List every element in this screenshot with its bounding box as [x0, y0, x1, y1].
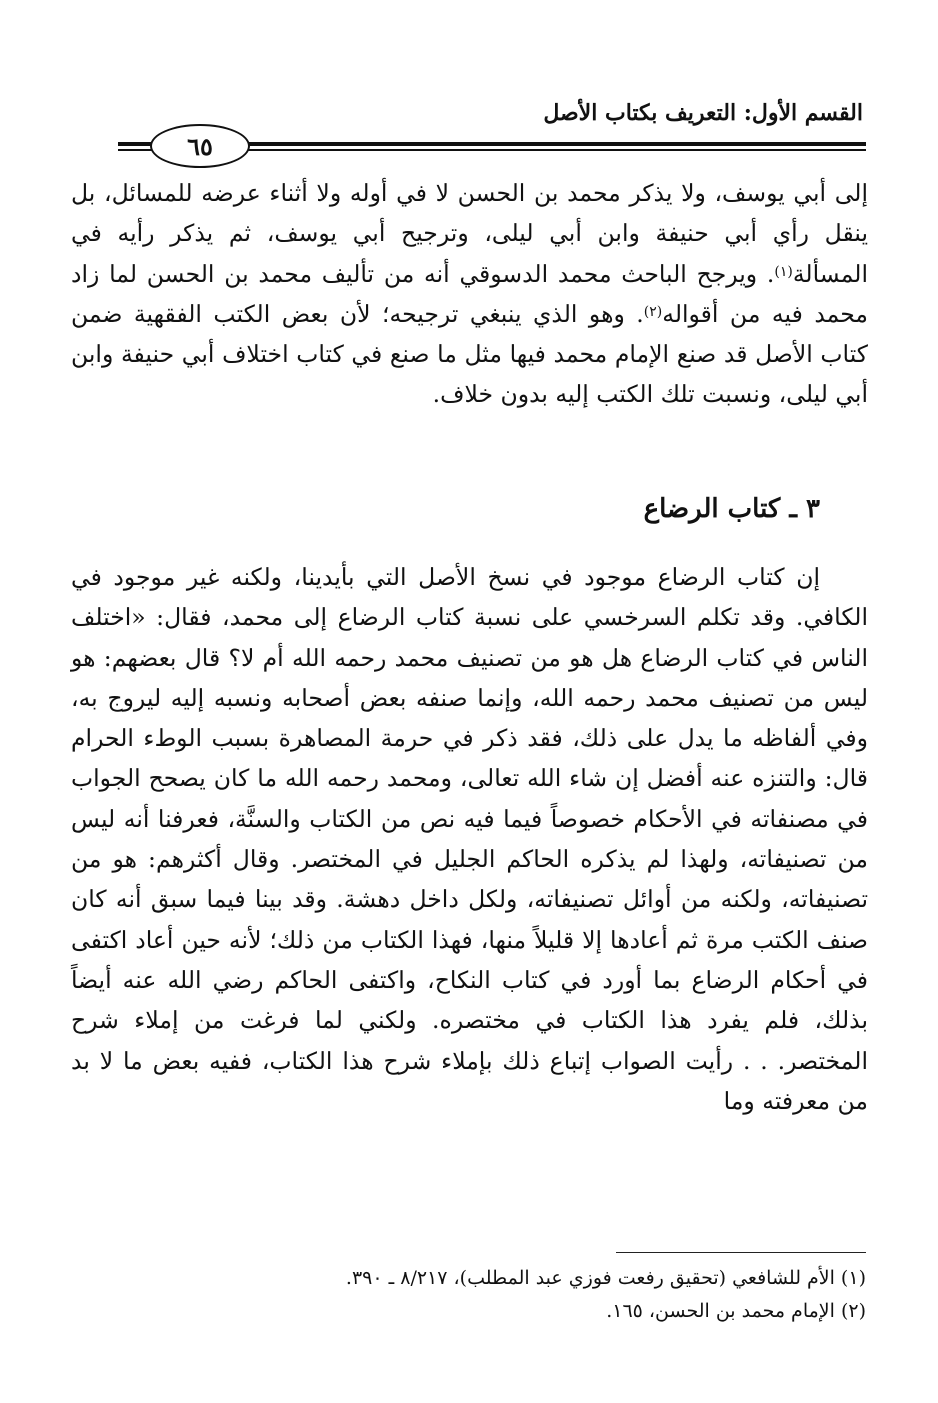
paragraph-1-text: [71, 173, 868, 415]
footnote-2: (٢) الإمام محمد بن الحسن، ١٦٥.: [606, 1300, 866, 1322]
page-number-badge: [150, 124, 250, 168]
running-header-title: القسم الأول: التعريف بكتاب الأصل: [543, 100, 863, 126]
page-number: ٦٥: [187, 131, 213, 161]
paragraph-1: [71, 173, 868, 415]
paragraph-2: [71, 557, 868, 1121]
footnote-separator: [616, 1252, 866, 1253]
paragraph-1-part2: . ويرجح الباحث محمد الدسوقي أنه من تأليف محمد بن الحسن لما زاد محمد فيه من أقواله: [71, 259, 868, 328]
paragraph-2-text: إن كتاب الرضاع موجود في نسخ الأصل التي بأيدينا، ولكنه غير موجود في الكافي. وقد تكلم السرخسي على نسبة كتاب الرضاع إلى محمد، فقال: «اختلف الناس في كتاب الرضاع هل هو من تصنيف محمد رحمه الله أم لا؟ قال بعضهم: هو ليس من تصنيف محمد رحمه الله، وإنما صنفه بعض أصحابه ونسبه إليه ليروج به، وفي ألفاظه ما يدل على ذلك، فقد ذكر في حرمة المصاهرة بسبب الوطء الحرام قال: والتنزه عنه أفضل إن شاء الله تعالى، ومحمد رحمه الله ما كان يصحح الجواب في مصنفاته في الأحكام خصوصاً فيما فيه نص من الكتاب والسنَّة، فعرفنا أنه ليس من تصنيفاته، ولهذا لم يذكره الحاكم الجليل في المختصر. وقال أكثرهم: هو من تصنيفاته، ولكنه من أوائل تصنيفاته، ولكل داخل دهشة. وقد بينا فيما سبق أنه كان صنف الكتب مرة ثم أعادها إلا قليلاً منها، فهذا الكتاب من ذلك؛ لأنه حين أعاد اكتفى في أحكام الرضاع بما أورد في كتاب النكاح، واكتفى الحاكم رضي الله عنه أيضاً بذلك، فلم يفرد هذا الكتاب في مختصره. ولكني لما فرغت من إملاء شرح المختصر. . . رأيت الصواب إتباع ذلك بإملاء شرح هذا الكتاب، ففيه بعض ما لا بد من معرفته وما: [71, 563, 868, 1115]
footnote-ref-1: (١): [774, 263, 793, 280]
paragraph-1-part1: إلى أبي يوسف، ولا يذكر محمد بن الحسن لا في أوله ولا أثناء عرضه للمسائل، بل ينقل رأي أبي حنيفة وابن أبي ليلى، وترجيح أبي يوسف، ثم يذكر رأيه في المسألة: [71, 179, 868, 288]
paragraph-1-part3: . وهو الذي ينبغي ترجيحه؛ لأن بعض الكتب الفقهية ضمن كتاب الأصل قد صنع الإمام محمد فيها مثل ما صنع في كتاب اختلاف أبي حنيفة وابن أبي ليلى، ونسبت تلك الكتب إليه بدون خلاف.: [71, 299, 868, 409]
footnotes: [69, 1262, 866, 1328]
footnote-1: (١) الأم للشافعي (تحقيق رفعت فوزي عبد المطلب)، ٨/٢١٧ ـ ٣٩٠.: [345, 1267, 866, 1289]
footnote-ref-2: (٢): [643, 303, 663, 320]
section-heading: ٣ ـ كتاب الرضاع: [643, 494, 820, 524]
